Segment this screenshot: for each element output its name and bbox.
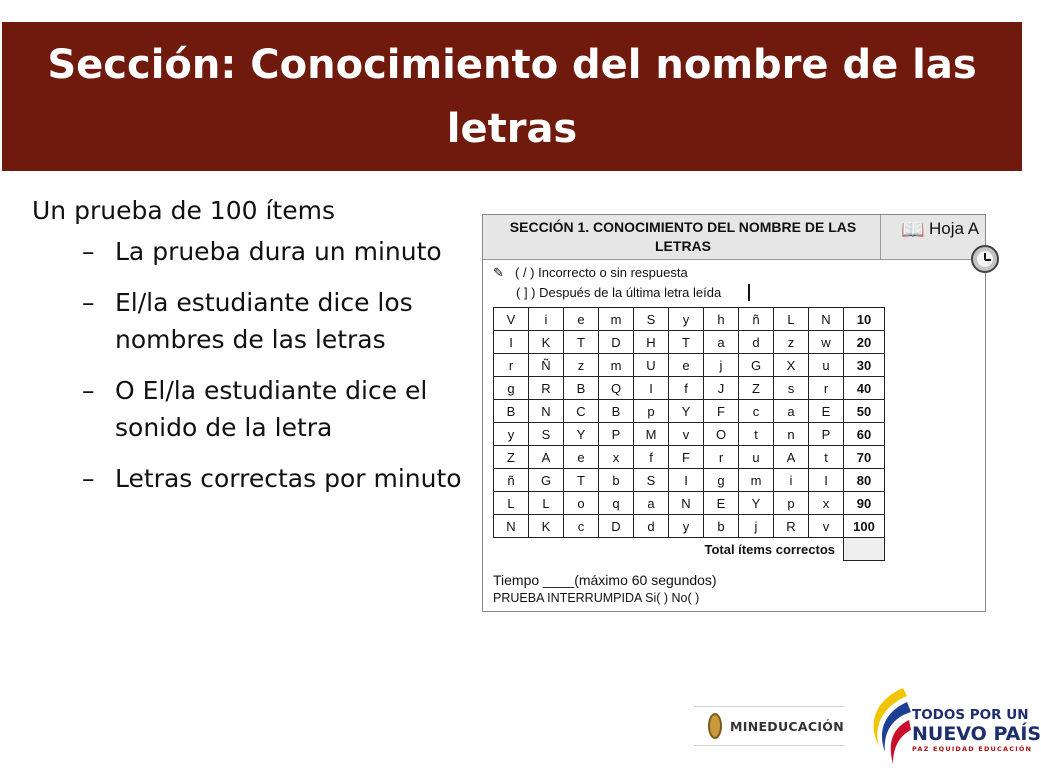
legend-last-letter: ( ] ) Después de la última letra leída bbox=[516, 285, 722, 300]
letter-cell: D bbox=[599, 515, 634, 538]
letter-cell: R bbox=[529, 377, 564, 400]
letter-cell: v bbox=[669, 423, 704, 446]
letter-cell: y bbox=[494, 423, 529, 446]
time-line: Tiempo ____(máximo 60 segundos) bbox=[493, 572, 717, 588]
letter-cell: N bbox=[494, 515, 529, 538]
letter-cell: x bbox=[809, 492, 844, 515]
header-divider bbox=[880, 215, 881, 259]
letter-cell: I bbox=[669, 469, 704, 492]
letter-cell: B bbox=[564, 377, 599, 400]
seal-icon bbox=[708, 713, 722, 739]
row-count-cell: 100 bbox=[844, 515, 885, 538]
form-title: SECCIÓN 1. CONOCIMIENTO DEL NOMBRE DE LAS LETRAS bbox=[509, 219, 857, 254]
dash-marker: – bbox=[82, 288, 95, 317]
letter-cell: B bbox=[494, 400, 529, 423]
gov-line-1: TODOS POR UN bbox=[912, 707, 1029, 723]
legend-incorrect: ( / ) Incorrecto o sin respuesta bbox=[515, 265, 688, 280]
letter-cell: Z bbox=[739, 377, 774, 400]
grid-row bbox=[494, 331, 885, 354]
letter-cell: y bbox=[669, 308, 704, 331]
letter-cell: T bbox=[564, 331, 599, 354]
pencil-icon: ✎ bbox=[493, 265, 504, 280]
row-count-cell: 60 bbox=[844, 423, 885, 446]
letters-grid-body bbox=[494, 308, 885, 561]
letter-cell: z bbox=[564, 354, 599, 377]
total-row bbox=[494, 538, 885, 561]
letter-cell: x bbox=[599, 446, 634, 469]
letter-cell: f bbox=[669, 377, 704, 400]
letter-cell: J bbox=[704, 377, 739, 400]
letter-cell: L bbox=[774, 308, 809, 331]
grid-row bbox=[494, 423, 885, 446]
interrupted-line: PRUEBA INTERRUMPIDA Si( ) No( ) bbox=[493, 591, 700, 605]
letter-cell: e bbox=[669, 354, 704, 377]
gov-line-2: NUEVO PAÍS bbox=[912, 723, 1041, 745]
letter-cell: v bbox=[809, 515, 844, 538]
ministry-name: MINEDUCACIÓN bbox=[730, 718, 844, 734]
letter-cell: Ñ bbox=[529, 354, 564, 377]
letter-cell: H bbox=[634, 331, 669, 354]
letter-cell: m bbox=[739, 469, 774, 492]
letter-cell: P bbox=[809, 423, 844, 446]
letter-cell: P bbox=[599, 423, 634, 446]
letter-cell: L bbox=[529, 492, 564, 515]
letter-cell: y bbox=[669, 515, 704, 538]
letter-cell: s bbox=[774, 377, 809, 400]
letter-cell: c bbox=[739, 400, 774, 423]
letter-cell: O bbox=[704, 423, 739, 446]
letter-cell: L bbox=[494, 492, 529, 515]
letter-cell: g bbox=[494, 377, 529, 400]
letter-cell: Y bbox=[669, 400, 704, 423]
letter-cell: N bbox=[529, 400, 564, 423]
letter-cell: F bbox=[669, 446, 704, 469]
letter-cell: F bbox=[704, 400, 739, 423]
bullet-list-area bbox=[32, 192, 472, 511]
letter-cell: Y bbox=[739, 492, 774, 515]
letter-cell: S bbox=[634, 308, 669, 331]
title-bar bbox=[2, 22, 1022, 171]
letter-test-form bbox=[482, 214, 986, 612]
letter-cell: B bbox=[599, 400, 634, 423]
sheet-label: Hoja A bbox=[929, 219, 980, 238]
sub-bullets bbox=[32, 233, 472, 497]
letter-cell: m bbox=[599, 354, 634, 377]
letter-cell: Y bbox=[564, 423, 599, 446]
letter-cell: r bbox=[704, 446, 739, 469]
flag-swoosh-icon bbox=[863, 686, 911, 766]
total-label: Total ítems correctos bbox=[704, 541, 835, 557]
letter-cell: n bbox=[774, 423, 809, 446]
slide-title: Sección: Conocimiento del nombre de las letras bbox=[47, 41, 977, 152]
letter-cell: I bbox=[634, 377, 669, 400]
letter-cell: ñ bbox=[494, 469, 529, 492]
intro-text: Un prueba de 100 ítems bbox=[32, 196, 335, 225]
letter-cell: D bbox=[599, 331, 634, 354]
clock-icon bbox=[971, 245, 999, 273]
clock-hand-minute bbox=[985, 259, 991, 261]
row-count-cell: 30 bbox=[844, 354, 885, 377]
row-count-cell: 50 bbox=[844, 400, 885, 423]
gov-line-3: PAZ EQUIDAD EDUCACIÓN bbox=[912, 745, 1033, 753]
bullet-text: Letras correctas por minuto bbox=[115, 464, 462, 493]
bracket-mark bbox=[748, 284, 750, 301]
bullet-text: La prueba dura un minuto bbox=[115, 237, 442, 266]
swoosh-red bbox=[891, 720, 911, 764]
letter-cell: N bbox=[669, 492, 704, 515]
letter-cell: I bbox=[494, 331, 529, 354]
letter-cell: T bbox=[564, 469, 599, 492]
letter-cell: A bbox=[529, 446, 564, 469]
bullet-text: El/la estudiante dice los nombres de las letras bbox=[115, 288, 413, 354]
letter-cell: j bbox=[704, 354, 739, 377]
letter-cell: S bbox=[529, 423, 564, 446]
letter-cell: U bbox=[634, 354, 669, 377]
letter-cell: b bbox=[704, 515, 739, 538]
letter-cell: M bbox=[634, 423, 669, 446]
grid-row bbox=[494, 400, 885, 423]
letter-cell: a bbox=[634, 492, 669, 515]
grid-row bbox=[494, 354, 885, 377]
letter-cell: G bbox=[529, 469, 564, 492]
letter-cell: t bbox=[809, 446, 844, 469]
letter-cell: r bbox=[809, 377, 844, 400]
grid-row bbox=[494, 377, 885, 400]
row-count-cell: 10 bbox=[844, 308, 885, 331]
letter-cell: z bbox=[774, 331, 809, 354]
bullet-item bbox=[32, 460, 472, 497]
row-count-cell: 80 bbox=[844, 469, 885, 492]
letter-cell: G bbox=[739, 354, 774, 377]
letter-cell: r bbox=[494, 354, 529, 377]
letter-cell: d bbox=[634, 515, 669, 538]
dash-marker: – bbox=[82, 376, 95, 405]
letter-cell: A bbox=[774, 446, 809, 469]
letter-cell: h bbox=[704, 308, 739, 331]
grid-row bbox=[494, 492, 885, 515]
letter-cell: c bbox=[564, 515, 599, 538]
letter-cell: f bbox=[634, 446, 669, 469]
letters-grid bbox=[493, 307, 885, 561]
letter-cell: E bbox=[704, 492, 739, 515]
form-header bbox=[483, 215, 985, 260]
letter-cell: e bbox=[564, 308, 599, 331]
grid-row bbox=[494, 469, 885, 492]
letter-cell: p bbox=[774, 492, 809, 515]
row-count-cell: 40 bbox=[844, 377, 885, 400]
letter-cell: V bbox=[494, 308, 529, 331]
row-count-cell: 20 bbox=[844, 331, 885, 354]
dash-marker: – bbox=[82, 237, 95, 266]
letter-cell: b bbox=[599, 469, 634, 492]
letter-cell: a bbox=[704, 331, 739, 354]
letter-cell: u bbox=[739, 446, 774, 469]
letter-cell: K bbox=[529, 331, 564, 354]
letter-cell: j bbox=[739, 515, 774, 538]
letter-cell: m bbox=[599, 308, 634, 331]
letter-cell: R bbox=[774, 515, 809, 538]
letter-cell: i bbox=[774, 469, 809, 492]
letter-cell: C bbox=[564, 400, 599, 423]
grid-row bbox=[494, 308, 885, 331]
bullet-item bbox=[32, 233, 472, 270]
mineducacion-logo bbox=[694, 706, 844, 746]
bullet-text: O El/la estudiante dice el sonido de la letra bbox=[115, 376, 428, 442]
letter-cell: X bbox=[774, 354, 809, 377]
letter-cell: t bbox=[739, 423, 774, 446]
letter-cell: E bbox=[809, 400, 844, 423]
letter-cell: u bbox=[809, 354, 844, 377]
gov-slogan bbox=[912, 707, 1041, 754]
grid-row bbox=[494, 446, 885, 469]
letter-cell: p bbox=[634, 400, 669, 423]
letter-cell: d bbox=[739, 331, 774, 354]
row-count-cell: 90 bbox=[844, 492, 885, 515]
letter-cell: K bbox=[529, 515, 564, 538]
letter-cell: q bbox=[599, 492, 634, 515]
letter-cell: Q bbox=[599, 377, 634, 400]
letter-cell: S bbox=[634, 469, 669, 492]
letter-cell: T bbox=[669, 331, 704, 354]
dash-marker: – bbox=[82, 464, 95, 493]
letter-cell: e bbox=[564, 446, 599, 469]
letter-cell: ñ bbox=[739, 308, 774, 331]
letter-cell: i bbox=[529, 308, 564, 331]
letter-cell: N bbox=[809, 308, 844, 331]
bullet-item bbox=[32, 372, 472, 446]
total-box bbox=[844, 538, 885, 561]
bullet-item bbox=[32, 284, 472, 358]
letter-cell: w bbox=[809, 331, 844, 354]
row-count-cell: 70 bbox=[844, 446, 885, 469]
letter-cell: I bbox=[809, 469, 844, 492]
letter-cell: g bbox=[704, 469, 739, 492]
letter-cell: o bbox=[564, 492, 599, 515]
grid-row bbox=[494, 515, 885, 538]
letter-cell: Z bbox=[494, 446, 529, 469]
form-footer bbox=[493, 571, 717, 607]
letter-cell: a bbox=[774, 400, 809, 423]
book-icon: 📖 bbox=[901, 220, 925, 241]
